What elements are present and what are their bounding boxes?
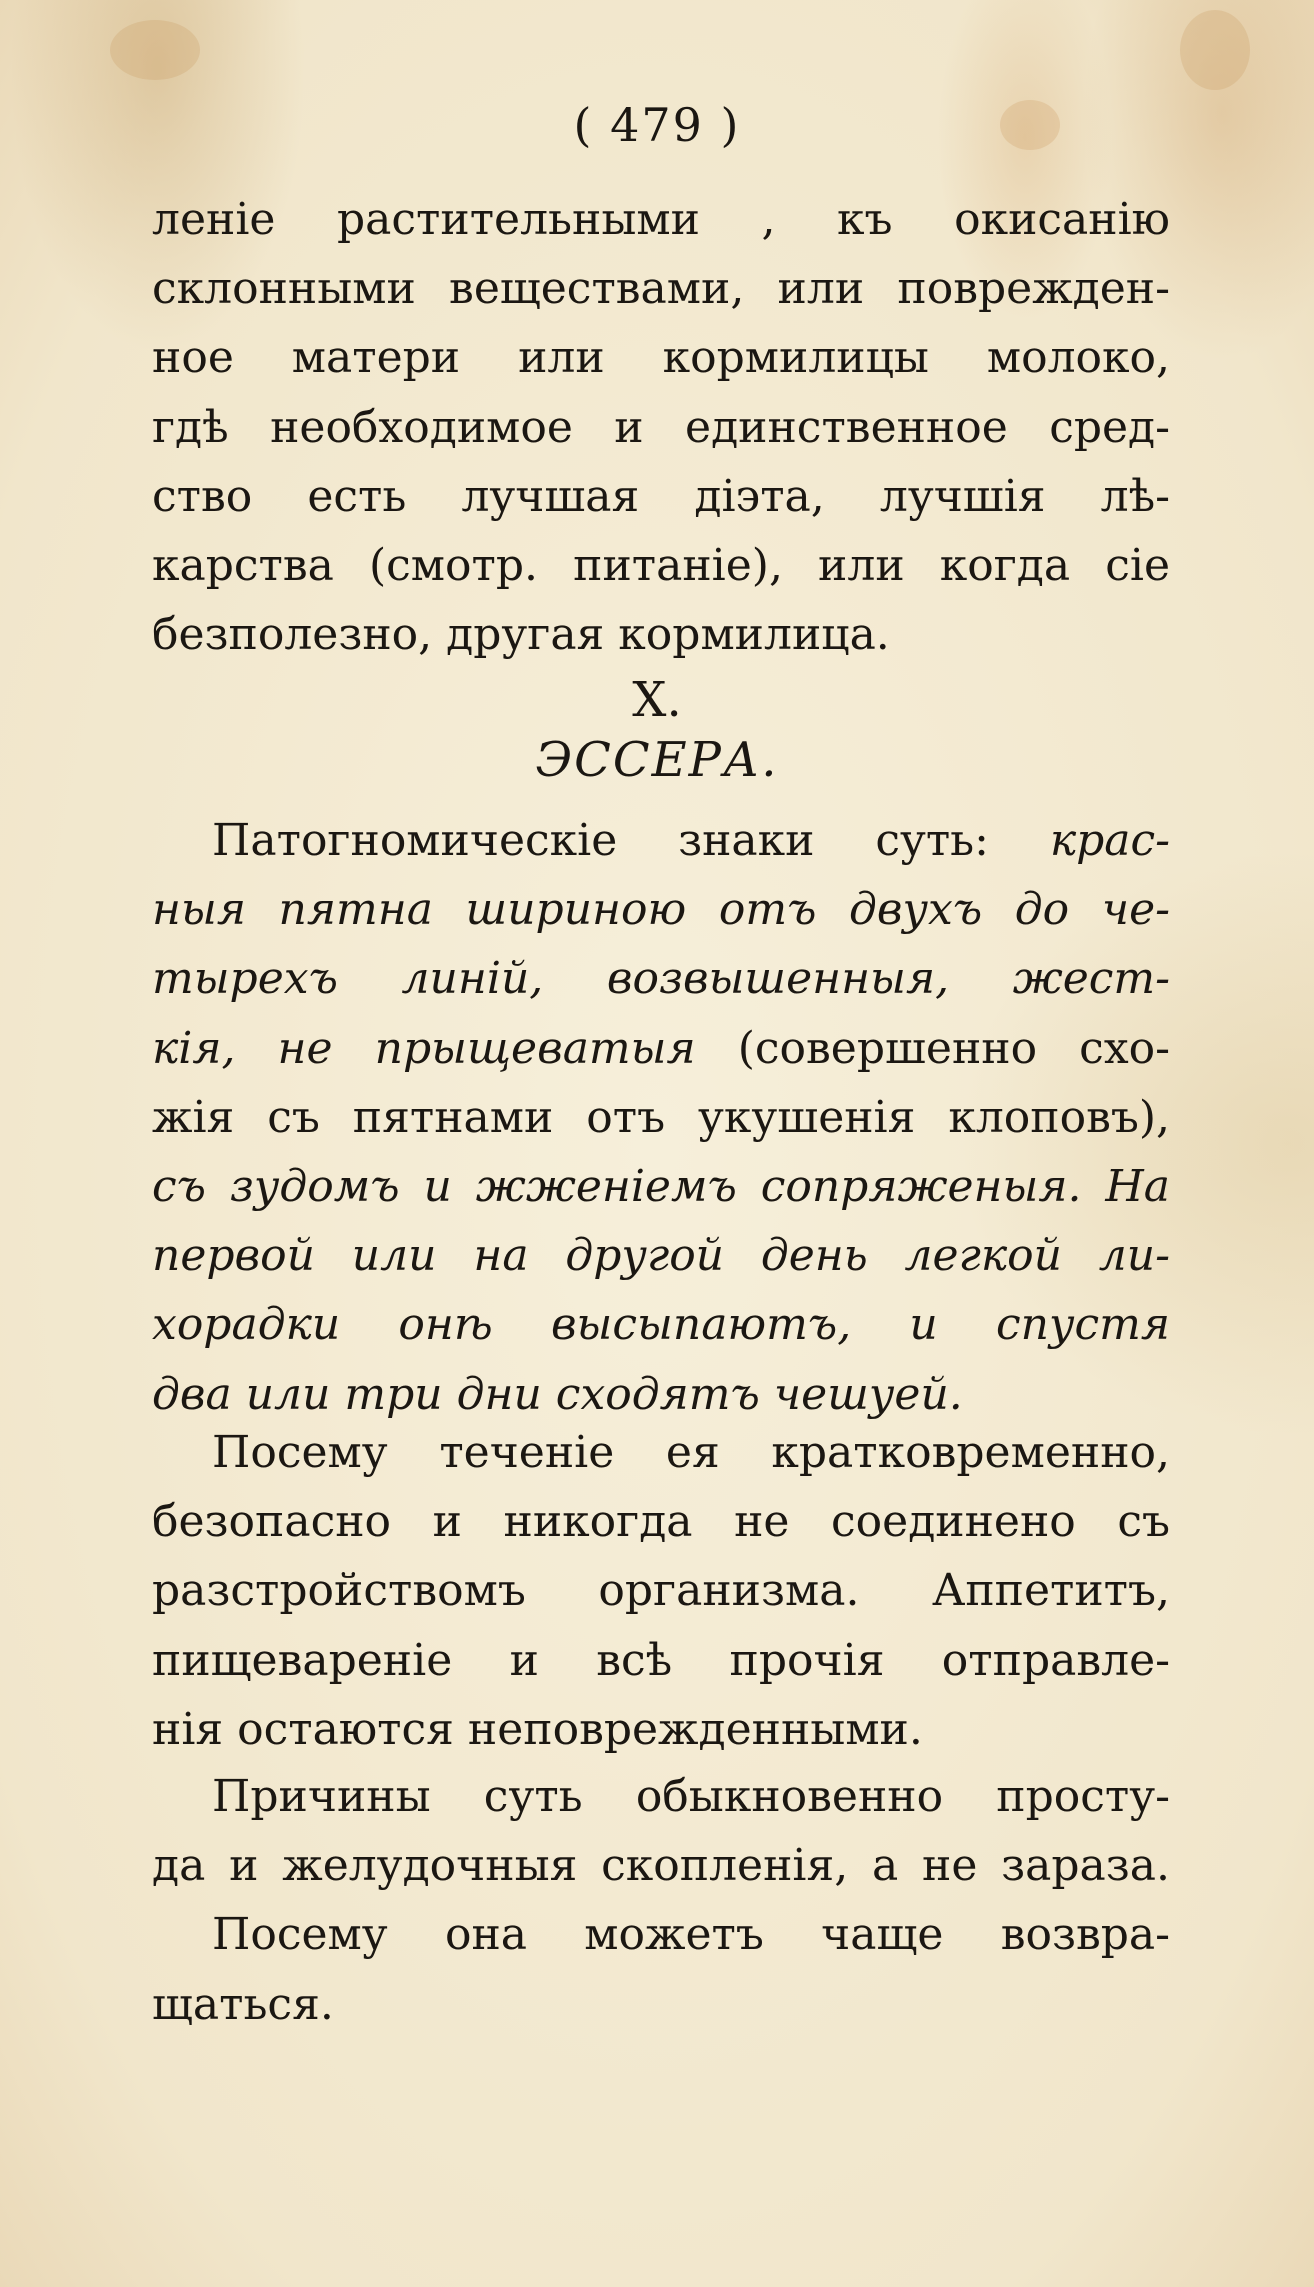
section-numeral: X. — [632, 672, 682, 728]
text-line: первой или на другой день легкой ли- — [152, 1230, 1170, 1282]
text-line: хорадки онѣ высыпаютъ, и спустя — [152, 1299, 1170, 1351]
causes-paragraph — [152, 1762, 1170, 2039]
text-line: леніе растительными , къ окисанію — [152, 194, 1170, 245]
foxing-stain-corner — [1180, 10, 1250, 90]
foxing-stain-left — [110, 20, 200, 80]
text-roman: (совершенно схо- — [737, 1022, 1170, 1074]
text-line: безполезно, другая кормилица. — [152, 609, 890, 661]
text-line: щаться. — [152, 1978, 334, 2030]
signs-paragraph — [152, 806, 1170, 1429]
text-line: разстройствомъ организма. Аппетитъ, — [152, 1565, 1170, 1617]
text-line: Посему она можетъ чаще возвра- — [212, 1909, 1170, 1961]
text-line: нія остаются неповрежденными. — [152, 1703, 923, 1755]
text-italic: крас- — [1049, 815, 1170, 866]
text-line: жія съ пятнами отъ укушенія клоповъ), — [152, 1091, 1170, 1143]
course-paragraph — [152, 1418, 1170, 1764]
text-line: тырехъ линій, возвышенныя, жест- — [152, 953, 1170, 1005]
text-line: съ зудомъ и жженіемъ сопряженыя. На — [152, 1160, 1170, 1212]
text-line — [152, 806, 1170, 875]
text-line: склонными веществами, или поврежден- — [152, 263, 1170, 315]
text-line: ное матери или кормилицы молоко, — [152, 332, 1170, 384]
text-italic: кія, не прыщеватыя — [152, 1022, 738, 1074]
text-line: Причины суть обыкновенно просту- — [212, 1771, 1170, 1822]
text-line: да и желудочныя скопленія, а не зараза. — [152, 1840, 1170, 1892]
text-line: безопасно и никогда не соединено съ — [152, 1496, 1170, 1548]
section-title: ЭССЕРА. — [535, 732, 779, 788]
text-line: ство есть лучшая діэта, лучшія лѣ- — [152, 470, 1170, 522]
text-roman: Патогномическіе знаки суть: — [212, 815, 1050, 866]
text-line: пищевареніе и всѣ прочія отправле- — [152, 1634, 1170, 1686]
text-line: ныя пятна шириною отъ двухъ до че- — [152, 884, 1170, 936]
text-line: гдѣ необходимое и единственное сред- — [152, 401, 1170, 453]
page-number: ( 479 ) — [573, 98, 741, 152]
text-line — [152, 1014, 1170, 1083]
text-line: карства (смотр. питаніе), или когда сіе — [152, 539, 1170, 591]
top-paragraph — [152, 185, 1170, 669]
text-line: Посему теченіе ея кратковременно, — [212, 1427, 1170, 1478]
text-line: два или три дни сходятъ чешуей. — [152, 1368, 963, 1420]
